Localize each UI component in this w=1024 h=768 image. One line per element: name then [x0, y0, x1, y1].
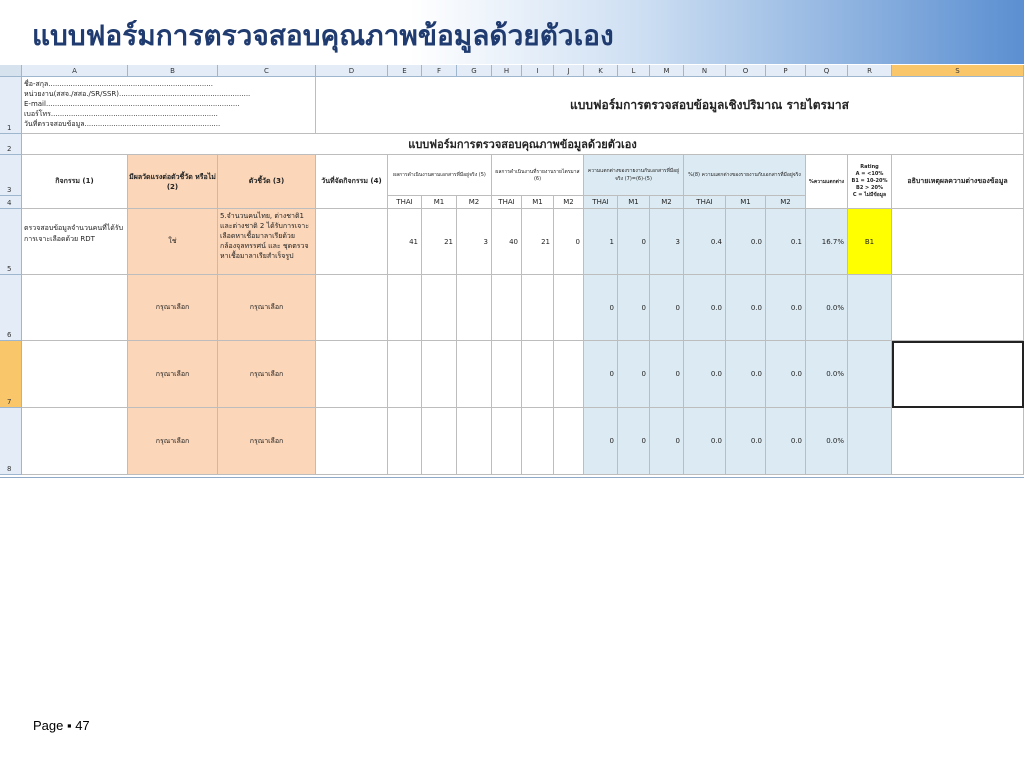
header-activity: กิจกรรม (1) [22, 155, 128, 209]
column-header-g[interactable]: G [457, 65, 492, 77]
column-header-r[interactable]: R [848, 65, 892, 77]
subheader-thai: THAI [388, 196, 422, 209]
cell-value[interactable]: 41 [388, 209, 422, 275]
column-header-h[interactable]: H [492, 65, 522, 77]
cell-value[interactable]: 0.0 [684, 408, 726, 475]
column-header-d[interactable]: D [316, 65, 388, 77]
column-header-i[interactable]: I [522, 65, 554, 77]
header-has-data: มีผลวัดแรงต่อตัวชี้วัด หรือไม่ (2) [128, 155, 218, 209]
cell-value[interactable]: 0 [650, 341, 684, 408]
cell-percent-diff[interactable]: 0.0% [806, 341, 848, 408]
info-line: หน่วยงาน(สสจ./สสอ./SR/SSR)........................................................... [24, 90, 251, 98]
subheader-m2: M2 [554, 196, 584, 209]
subheader-m1: M1 [422, 196, 457, 209]
cell-value[interactable]: 0 [618, 275, 650, 341]
cell-activity[interactable]: ตรวจสอบข้อมูลจำนวนคนที่ได้รับการเจาะเลือดด้วย RDT [22, 209, 128, 275]
cell-value[interactable]: 0.0 [726, 408, 766, 475]
subheader-m1: M1 [618, 196, 650, 209]
cell-value[interactable]: 0 [584, 275, 618, 341]
cell-value[interactable] [492, 341, 522, 408]
info-line: E-mail....................................................................................... [24, 100, 240, 108]
cell-value[interactable]: 0.0 [684, 341, 726, 408]
select-all-corner[interactable] [0, 65, 22, 77]
subheader-m2: M2 [766, 196, 806, 209]
cell-value[interactable] [457, 341, 492, 408]
cell-value[interactable]: 21 [422, 209, 457, 275]
cell-value[interactable] [554, 341, 584, 408]
column-header-c[interactable]: C [218, 65, 316, 77]
cell-value[interactable]: 0.0 [684, 275, 726, 341]
header-indicator: ตัวชี้วัด (3) [218, 155, 316, 209]
info-block[interactable] [22, 77, 316, 134]
cell-rating[interactable] [848, 408, 892, 475]
page-number: Page ▪ 47 [33, 718, 90, 733]
cell-date[interactable] [316, 209, 388, 275]
cell-value[interactable] [492, 408, 522, 475]
column-header-m[interactable]: M [650, 65, 684, 77]
subheader-thai: THAI [684, 196, 726, 209]
cell-value[interactable]: 0 [618, 408, 650, 475]
column-header-l[interactable]: L [618, 65, 650, 77]
cell-activity[interactable] [22, 341, 128, 408]
cell-value[interactable] [522, 341, 554, 408]
cell-activity[interactable] [22, 275, 128, 341]
column-header-a[interactable]: A [22, 65, 128, 77]
subheader-m1: M1 [522, 196, 554, 209]
row-header-2[interactable]: 2 [0, 134, 22, 155]
row-header-1[interactable]: 1 [0, 77, 22, 134]
quality-form-title: แบบฟอร์มการตรวจสอบคุณภาพข้อมูลด้วยตัวเอง [22, 134, 1024, 155]
cell-value[interactable]: 0.1 [766, 209, 806, 275]
spreadsheet-grid [0, 65, 1024, 478]
info-line: ชื่อ-สกุล.......................................................................... [24, 80, 213, 88]
cell-value[interactable]: 21 [522, 209, 554, 275]
cell-date[interactable] [316, 341, 388, 408]
cell-rating[interactable] [848, 341, 892, 408]
cell-value[interactable] [388, 408, 422, 475]
cell-value[interactable] [522, 275, 554, 341]
cell-value[interactable] [388, 341, 422, 408]
cell-value[interactable] [457, 275, 492, 341]
info-line: เบอร์โทร........................................................................... [24, 110, 218, 118]
column-header-f[interactable]: F [422, 65, 457, 77]
row-header-5[interactable]: 5 [0, 209, 22, 275]
cell-date[interactable] [316, 275, 388, 341]
cell-value[interactable]: 0.0 [726, 341, 766, 408]
column-header-e[interactable]: E [388, 65, 422, 77]
column-header-k[interactable]: K [584, 65, 618, 77]
cell-value[interactable] [388, 275, 422, 341]
row-header-4[interactable]: 4 [0, 196, 22, 209]
subheader-m2: M2 [650, 196, 684, 209]
cell-explain[interactable] [892, 209, 1024, 275]
cell-has-data-select[interactable]: กรุณาเลือก [128, 275, 218, 341]
header-rating: Rating A = <10% B1 = 10-20% B2 > 20% C = ไม่มีข้อมูล [848, 155, 892, 209]
cell-indicator-select[interactable]: 5.จำนวนคนไทย, ต่างชาติ1 และต่างชาติ 2 ได้รับการเจาะเลือดหาเชื้อมาลาเรียด้วยกล้องจุลทรรศน์ และ ชุดตรวจหาเชื้อมาลาเรียสำเร็จรูป [218, 209, 316, 275]
cell-rating[interactable]: B1 [848, 209, 892, 275]
header-group-8: %(8) ความแตกต่างของรายงานกับเอกสารที่มีอยู่จริง [684, 155, 806, 196]
info-line: วันที่ตรวจสอบข้อมูล............................................................. [24, 120, 221, 128]
column-header-n[interactable]: N [684, 65, 726, 77]
quantitative-form-title: แบบฟอร์มการตรวจสอบข้อมูลเชิงปริมาณ รายไตรมาส [316, 77, 1024, 134]
cell-value[interactable]: 0.0 [726, 209, 766, 275]
cell-value[interactable]: 1 [584, 209, 618, 275]
cell-value[interactable] [422, 408, 457, 475]
cell-explain[interactable] [892, 408, 1024, 475]
cell-value[interactable] [492, 275, 522, 341]
header-date: วันที่จัดกิจกรรม (4) [316, 155, 388, 209]
cell-value[interactable]: 0.0 [766, 341, 806, 408]
cell-value[interactable]: 0 [650, 408, 684, 475]
cell-value[interactable]: 3 [457, 209, 492, 275]
cell-activity[interactable] [22, 408, 128, 475]
column-header-b[interactable]: B [128, 65, 218, 77]
row-header-6[interactable]: 6 [0, 275, 22, 341]
cell-percent-diff[interactable]: 16.7% [806, 209, 848, 275]
cell-value[interactable]: 40 [492, 209, 522, 275]
row-header-7[interactable]: 7 [0, 341, 22, 408]
cell-value[interactable]: 0.0 [726, 275, 766, 341]
cell-value[interactable]: 0 [618, 341, 650, 408]
row-header-8[interactable]: 8 [0, 408, 22, 475]
cell-value[interactable]: 0 [584, 341, 618, 408]
cell-percent-diff[interactable]: 0.0% [806, 408, 848, 475]
subheader-thai: THAI [584, 196, 618, 209]
cell-indicator-select[interactable]: กรุณาเลือก [218, 408, 316, 475]
cell-value[interactable] [554, 275, 584, 341]
column-header-o[interactable]: O [726, 65, 766, 77]
cell-value[interactable]: 0.0 [766, 408, 806, 475]
cell-value[interactable]: 0 [554, 209, 584, 275]
cell-rating[interactable] [848, 275, 892, 341]
cell-value[interactable] [554, 408, 584, 475]
cell-value[interactable]: 0.0 [766, 275, 806, 341]
column-header-s[interactable]: S [892, 65, 1024, 77]
cell-value[interactable]: 0 [584, 408, 618, 475]
subheader-m1: M1 [726, 196, 766, 209]
cell-value[interactable] [422, 341, 457, 408]
column-header-q[interactable]: Q [806, 65, 848, 77]
cell-value[interactable] [422, 275, 457, 341]
cell-explain[interactable] [892, 341, 1024, 408]
header-group-5: ผลการดำเนินงานตามเอกสารที่มีอยู่จริง (5) [388, 155, 492, 196]
cell-indicator-select[interactable]: กรุณาเลือก [218, 275, 316, 341]
cell-has-data-select[interactable]: ใช่ [128, 209, 218, 275]
cell-value[interactable]: 0 [650, 275, 684, 341]
cell-value[interactable]: 0.4 [684, 209, 726, 275]
cell-value[interactable]: 0 [618, 209, 650, 275]
cell-value[interactable] [522, 408, 554, 475]
header-explain: อธิบายเหตุผลความต่างของข้อมูล [892, 155, 1024, 209]
slide-title: แบบฟอร์มการตรวจสอบคุณภาพข้อมูลด้วยตัวเอง [32, 19, 614, 52]
cell-explain[interactable] [892, 275, 1024, 341]
subheader-thai: THAI [492, 196, 522, 209]
row-header-3[interactable]: 3 [0, 155, 22, 196]
header-group-6: ผลการดำเนินงานที่รายงานรายไตรมาส (6) [492, 155, 584, 196]
cell-has-data-select[interactable]: กรุณาเลือก [128, 341, 218, 408]
header-group-7: ความแตกต่างของรายงานกับเอกสารที่มีอยู่จริง (7)=(6)-(5) [584, 155, 684, 196]
cell-value[interactable] [457, 408, 492, 475]
cell-value[interactable]: 3 [650, 209, 684, 275]
cell-indicator-select[interactable]: กรุณาเลือก [218, 341, 316, 408]
cell-has-data-select[interactable]: กรุณาเลือก [128, 408, 218, 475]
header-percent-diff: %ความแตกต่าง [806, 155, 848, 209]
cell-date[interactable] [316, 408, 388, 475]
column-header-j[interactable]: J [554, 65, 584, 77]
column-header-p[interactable]: P [766, 65, 806, 77]
cell-percent-diff[interactable]: 0.0% [806, 275, 848, 341]
subheader-m2: M2 [457, 196, 492, 209]
